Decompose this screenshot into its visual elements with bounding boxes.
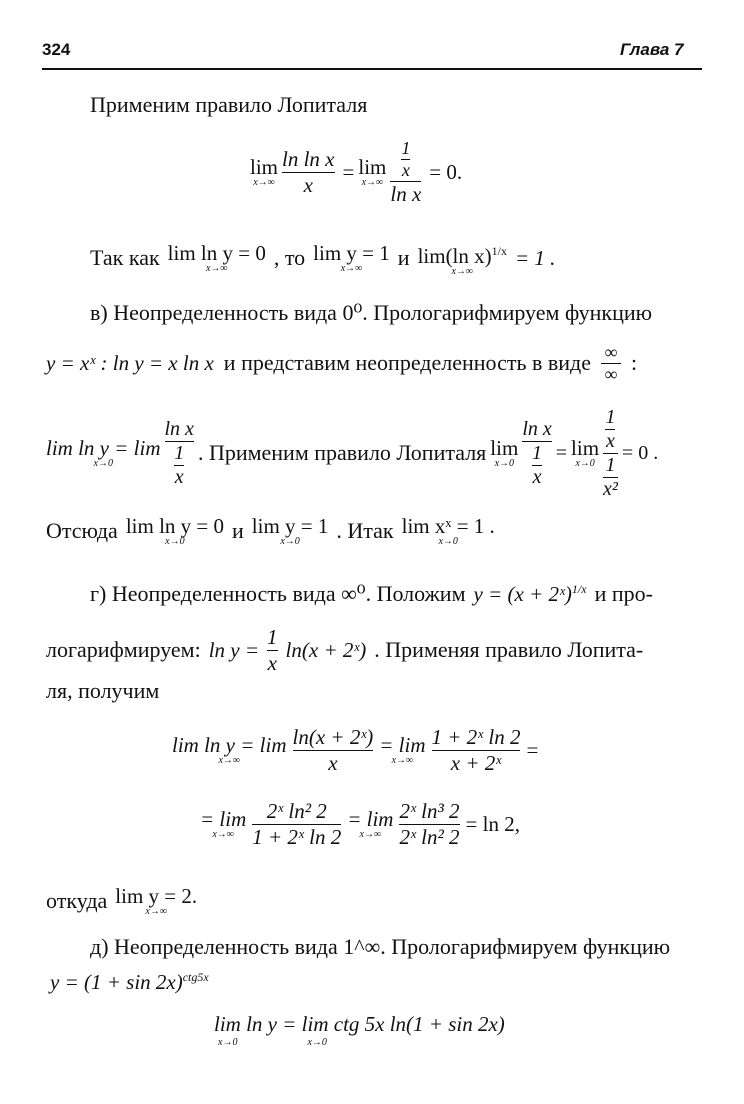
- f4-den1: 1 + 2ˣ ln 2: [252, 824, 342, 849]
- text-p9: [46, 878, 197, 924]
- f2-den-top: 1: [174, 441, 185, 464]
- p2-c: , то: [273, 245, 306, 270]
- f3-num1: ln(x + 2ˣ): [292, 724, 374, 749]
- p6-b-exp: 1/x: [571, 581, 587, 596]
- formula-1: [250, 132, 462, 212]
- p7-b: ln y =: [208, 637, 260, 662]
- text-p10: д) Неопределенность вида 1^∞. Прологарифмируем функцию: [90, 934, 671, 959]
- p4-b: и представим неопределенность в виде: [223, 350, 592, 375]
- f2-eq: =: [555, 441, 568, 464]
- formula-2: [46, 398, 658, 508]
- f2-lhs: lim ln y = lim: [46, 436, 161, 460]
- f2-sub1: x→0: [93, 458, 113, 469]
- f1-inner-top: 1: [401, 137, 411, 158]
- p4-inf-top: ∞: [604, 341, 618, 362]
- f4-num1: 2ˣ ln² 2: [266, 798, 327, 823]
- p4-inf-bot: ∞: [604, 363, 618, 384]
- p6-b: y = (x + 2ˣ): [473, 581, 572, 606]
- formula-4: [200, 786, 520, 862]
- f2-sub3: x→0: [575, 458, 595, 469]
- f1-sub2: x→∞: [361, 177, 384, 188]
- f1-lim: lim: [250, 155, 279, 179]
- p2-f-exp: 1/x: [491, 243, 507, 258]
- f1-right-den: ln x: [390, 181, 422, 206]
- p7-frac-bot: x: [267, 650, 277, 675]
- f3-den1: x: [328, 750, 338, 775]
- f2-den2-top: 1: [532, 441, 543, 464]
- text-p11: [50, 970, 209, 995]
- f4-den2: 2ˣ ln² 2: [399, 824, 460, 849]
- p11-exp: ctg5x: [182, 970, 209, 984]
- p2-a: Так как: [90, 245, 160, 270]
- p5-sub3: x→0: [438, 536, 458, 547]
- f2-lim2: lim: [571, 436, 600, 460]
- f2-den2-bot: x: [532, 465, 542, 488]
- p5-f: lim xˣ = 1 .: [401, 514, 495, 538]
- f2-num2: ln x: [522, 417, 552, 440]
- f3-eq2: =: [526, 737, 539, 762]
- f1-inner-bot: x: [401, 159, 410, 180]
- f2-lim: lim: [490, 436, 519, 460]
- f3-den2: x + 2ˣ: [450, 750, 502, 775]
- f1-result: = 0.: [429, 159, 463, 184]
- f3-sub2: x→∞: [391, 755, 414, 766]
- chapter-title: Глава 7: [620, 40, 684, 59]
- p5-d: lim y = 1: [251, 514, 329, 538]
- text-p8: ля, получим: [46, 678, 160, 703]
- f3-num2: 1 + 2ˣ ln 2: [431, 724, 521, 749]
- text-p7: [46, 622, 643, 678]
- f3-sub1: x→∞: [218, 755, 241, 766]
- formula-3: [172, 712, 538, 788]
- p2-b: lim ln y = 0: [167, 241, 266, 265]
- p5-e: . Итак: [336, 518, 394, 543]
- p7-frac-top: 1: [267, 624, 278, 649]
- f1-eq: =: [342, 159, 355, 184]
- p5-sub2: x→0: [280, 536, 300, 547]
- f2-text: . Применим правило Лопиталя: [197, 440, 487, 465]
- f5-text: lim ln y = lim ctg 5x ln(1 + sin 2x): [214, 1012, 505, 1036]
- f4-num2: 2ˣ ln³ 2: [399, 798, 460, 823]
- text-p6: [90, 572, 653, 616]
- p2-f: lim(ln x): [417, 243, 492, 268]
- p9-sub: x→∞: [145, 906, 167, 917]
- page-number: 324: [42, 40, 71, 59]
- p4-colon: :: [631, 350, 638, 375]
- text-p3: в) Неопределенность вида 0⁰. Прологарифмируем функцию: [90, 300, 653, 325]
- text-p2: [90, 234, 555, 282]
- f1-den: x: [303, 172, 313, 197]
- p5-sub1: x→0: [165, 536, 185, 547]
- text-p4: [46, 338, 637, 388]
- p7-d: . Применяя правило Лопита-: [374, 637, 644, 662]
- f4-sub2: x→∞: [359, 829, 382, 840]
- p7-c: ln(x + 2ˣ): [285, 637, 367, 662]
- p2-e: и: [397, 245, 410, 270]
- p7-a: логарифмируем:: [46, 637, 201, 662]
- f2-num: ln x: [164, 417, 194, 440]
- f5-sub2: x→0: [307, 1037, 327, 1048]
- p2-g: = 1 .: [514, 245, 556, 270]
- p2-sub3: x→∞: [451, 265, 474, 277]
- p4-a: y = xˣ : ln y = x ln x: [46, 350, 214, 375]
- p5-b: lim ln y = 0: [125, 514, 224, 538]
- f2-r-den-top: 1: [605, 453, 616, 476]
- f2-sub2: x→0: [494, 458, 515, 469]
- f4-eq: = lim: [347, 807, 394, 831]
- p6-c: и про-: [594, 581, 653, 606]
- header-rule: [42, 68, 702, 70]
- p11-func: y = (1 + sin 2x): [50, 970, 183, 994]
- p9-b: lim y = 2.: [115, 884, 198, 908]
- f1-num: ln ln x: [282, 146, 335, 171]
- p5-a: Отсюда: [46, 518, 118, 543]
- f5-sub1: x→0: [218, 1037, 238, 1048]
- f2-res: = 0 .: [621, 441, 659, 464]
- f1-sub: x→∞: [253, 177, 275, 188]
- p9-a: откуда: [46, 888, 108, 913]
- f3-eq: = lim: [379, 733, 426, 757]
- f2-r-num-bot: x: [606, 429, 615, 452]
- f4-lhs: = lim: [200, 807, 247, 831]
- f2-den-bot: x: [174, 465, 184, 488]
- p5-c: и: [232, 518, 244, 543]
- text-p1: Применим правило Лопиталя: [90, 92, 368, 117]
- f4-res: = ln 2,: [465, 811, 520, 836]
- f2-r-num-top: 1: [605, 405, 616, 428]
- p2-d: lim y = 1: [313, 241, 390, 265]
- f1-lim2: lim: [358, 155, 387, 179]
- f4-sub1: x→∞: [212, 829, 234, 840]
- f2-r-den-bot: x²: [603, 477, 618, 500]
- f3-lhs: lim ln y = lim: [172, 733, 287, 757]
- text-p5: [46, 508, 495, 554]
- p2-sub2: x→∞: [340, 263, 363, 274]
- formula-5: [214, 1012, 505, 1048]
- p2-sub1: x→∞: [205, 263, 228, 274]
- p6-a: г) Неопределенность вида ∞⁰. Положим: [90, 581, 466, 606]
